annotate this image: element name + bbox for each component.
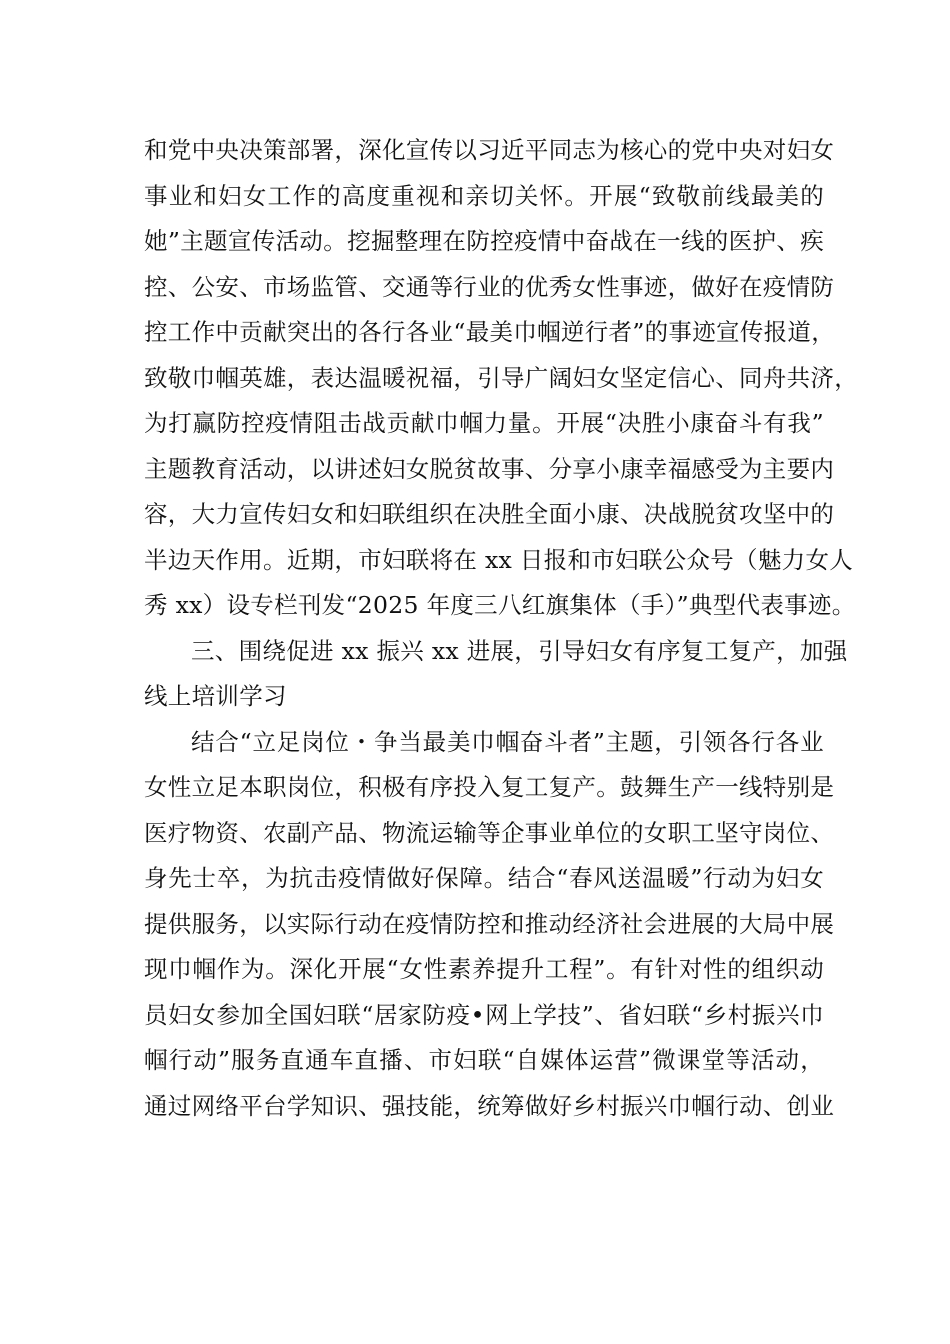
text-line: 线上培训学习 [144, 682, 287, 710]
text-line: 帼行动”服务直通车直播、市妇联“自媒体运营”微课堂等活动， [144, 1046, 824, 1074]
text-line: 她”主题宣传活动。挖掘整理在防控疫情中奋战在一线的医护、疾 [144, 227, 824, 255]
text-line: 通过网络平台学知识、强技能，统筹做好乡村振兴巾帼行动、创业 [144, 1091, 835, 1120]
text-line: 秀 xx）设专栏刊发“2025 年度三八红旗集体（手）”典型代表事迹。 [144, 591, 856, 619]
text-line: 提供服务，以实际行动在疫情防控和推动经济社会进展的大局中展 [144, 909, 835, 938]
text-line: 现巾帼作为。深化开展“女性素养提升工程”。有针对性的组织动 [144, 955, 824, 983]
text-line: 结合“立足岗位・争当最美巾帼奋斗者”主题，引领各行各业 [191, 727, 824, 756]
text-line: 医疗物资、农副产品、物流运输等企事业单位的女职工坚守岗位、 [144, 818, 835, 847]
text-line: 事业和妇女工作的高度重视和亲切关怀。开展“致敬前线最美的 [144, 181, 824, 210]
document-body [144, 128, 858, 1129]
text-line: 为打赢防控疫情阻击战贡献巾帼力量。开展“决胜小康奋斗有我” [144, 409, 824, 437]
text-line: 容，大力宣传妇女和妇联组织在决胜全面小康、决战脱贫攻坚中的 [144, 500, 835, 528]
text-line: 半边天作用。近期，市妇联将在 xx 日报和市妇联公众号（魅力女人 [144, 545, 854, 574]
text-line: 控、公安、市场监管、交通等行业的优秀女性事迹，做好在疫情防 [144, 272, 835, 301]
text-line: 员妇女参加全国妇联“居家防疫•网上学技”、省妇联“乡村振兴巾 [144, 1000, 824, 1029]
text-line: 三、围绕促进 xx 振兴 xx 进展，引导妇女有序复工复产，加强 [191, 636, 848, 665]
text-line: 主题教育活动，以讲述妇女脱贫故事、分享小康幸福感受为主要内 [144, 454, 835, 483]
text-line: 致敬巾帼英雄，表达温暖祝福，引导广阔妇女坚定信心、同舟共济， [144, 363, 858, 392]
text-line: 控工作中贡献突出的各行各业“最美巾帼逆行者”的事迹宣传报道， [144, 318, 836, 346]
text-line: 身先士卒，为抗击疫情做好保障。结合“春风送温暖”行动为妇女 [144, 864, 824, 892]
text-line: 和党中央决策部署，深化宣传以习近平同志为核心的党中央对妇女 [144, 136, 835, 164]
text-line: 女性立足本职岗位，积极有序投入复工复产。鼓舞生产一线特别是 [144, 773, 835, 801]
